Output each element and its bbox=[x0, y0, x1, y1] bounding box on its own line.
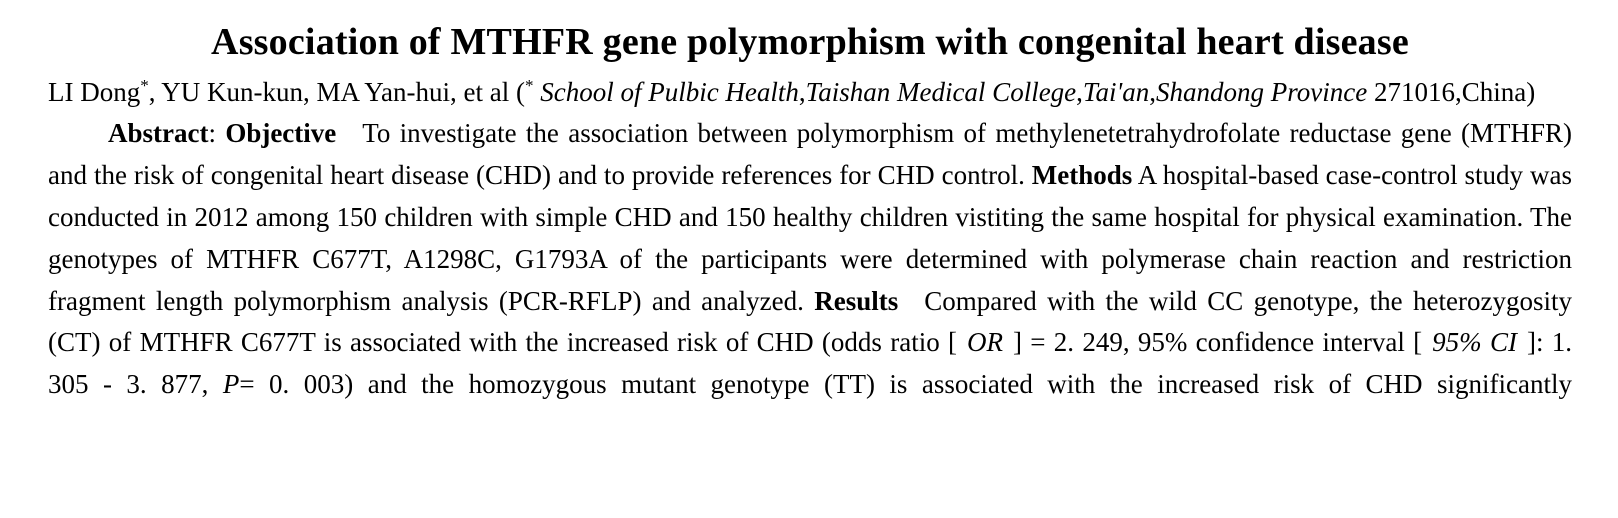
affiliation-sep-1: , bbox=[798, 76, 806, 107]
author-first: LI Dong bbox=[48, 76, 141, 107]
affiliation-country-sep: , bbox=[1454, 76, 1462, 107]
affiliation-city: Tai'an bbox=[1082, 76, 1150, 107]
results-label: Results bbox=[814, 285, 899, 316]
objective-label: Objective bbox=[225, 118, 337, 149]
abstract-label: Abstract bbox=[108, 118, 209, 149]
results-text-2: ] = 2. 249, 95% confidence interval [ bbox=[1013, 327, 1423, 358]
results-text-3: ]: 1. 305 - 3. 877, bbox=[48, 327, 1572, 400]
affiliation-close-paren: ) bbox=[1526, 76, 1536, 107]
abstract-block bbox=[48, 113, 1572, 406]
methods-label: Methods bbox=[1031, 160, 1133, 190]
results-text-1: Compared with the wild CC genotype, the heterozygosity (CT) of MTHFR C677T is associated with the increased risk of CHD (odds ratio [ bbox=[48, 285, 1572, 358]
author-names: , YU Kun-kun, MA Yan-hui, et al ( bbox=[148, 76, 525, 107]
objective-text: To investigate the association between polymorphism of methylenetetrahydrofolate reductase gene (MTHFR) and the risk of congenital heart disease (CHD) and to provide references for CHD control. bbox=[48, 118, 1573, 190]
affiliation-marker: * bbox=[524, 75, 534, 95]
affiliation-postcode: 271016 bbox=[1373, 76, 1455, 107]
affiliation-country: China bbox=[1461, 76, 1527, 107]
results-ci-symbol: 95% CI bbox=[1432, 327, 1517, 358]
affiliation-sep-2: , bbox=[1076, 76, 1083, 107]
abstract-label-colon: : bbox=[208, 118, 216, 149]
affiliation-sep-3: , bbox=[1149, 76, 1156, 107]
affiliation-college: Taishan Medical College bbox=[805, 76, 1077, 107]
page-title: Association of MTHFR gene polymorphism with congenital heart disease bbox=[211, 21, 1409, 63]
results-p-symbol: P bbox=[222, 369, 240, 400]
affiliation-province: Shandong Province bbox=[1156, 76, 1368, 107]
methods-text: A hospital-based case-control study was conducted in 2012 among 150 children with simple CHD and 150 healthy children vistiting the same hospital for physical examination. The genotypes of MTHFR C677T, A1298C, G1793A of the participants were determined with polymerase chain reaction and restriction fragment length polymorphism analysis (PCR-RFLP) and analyzed. bbox=[48, 160, 1572, 316]
author-affiliation-block bbox=[48, 73, 1572, 111]
author-marker: * bbox=[140, 75, 149, 95]
affiliation-school: School of Pulbic Health bbox=[540, 76, 799, 107]
results-or-symbol: OR bbox=[967, 327, 1003, 358]
results-text-4: = 0. 003) and the homozygous mutant genotype (TT) is associated with the increased risk of CHD significantly bbox=[239, 369, 1572, 400]
